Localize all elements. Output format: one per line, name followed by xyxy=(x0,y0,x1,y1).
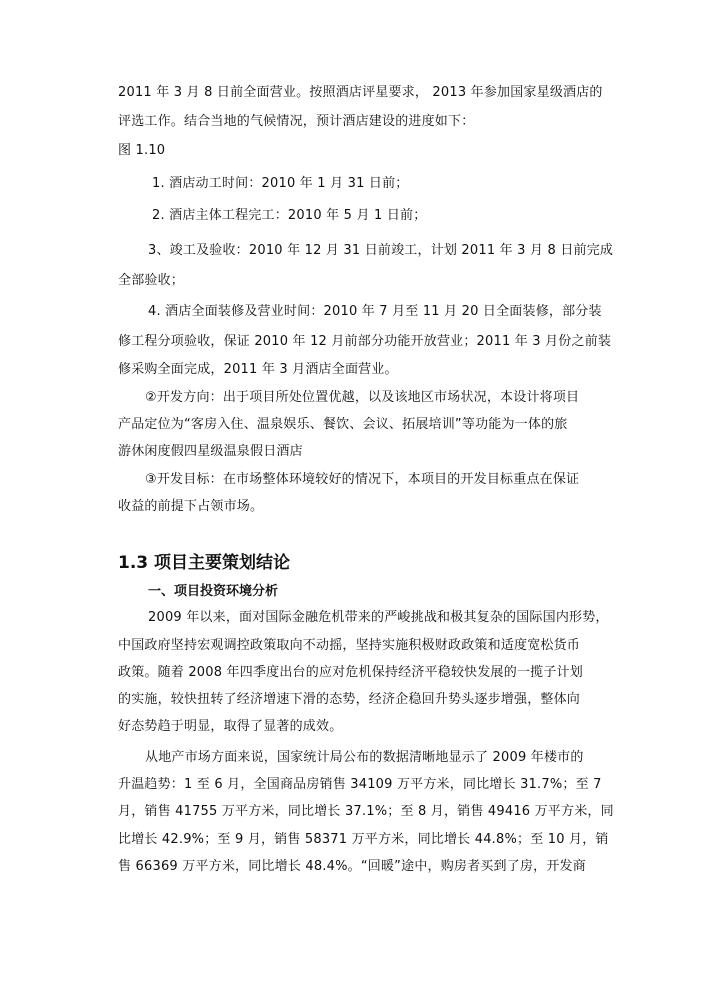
subsection-heading: 一、项目投资环境分析 xyxy=(148,584,279,599)
text-line: 比增长 42.9%；至 9 月，销售 58371 万平方米，同比增长 44.8%；至 10 月，销 xyxy=(118,832,609,847)
text-line: 的实施，较快扭转了经济增速下滑的态势，经济企稳回升势头逐步增强，整体向 xyxy=(118,692,581,707)
paragraph-start: ②开发方向：出于项目所处位置优越，以及该地区市场状况，本设计将项目 xyxy=(145,390,580,405)
text-line: 好态势趋于明显，取得了显著的成效。 xyxy=(118,719,343,734)
text-line: 修采购全面完成，2011 年 3 月酒店全面营业。 xyxy=(118,362,398,377)
paragraph-start: ③开发目标：在市场整体环境较好的情况下，本项目的开发目标重点在保证 xyxy=(145,472,580,487)
text-line: 评选工作。结合当地的气候情况，预计酒店建设的进度如下： xyxy=(118,114,475,129)
text-line: 月，销售 41755 万平方米，同比增长 37.1%；至 8 月，销售 49416 万平方米，同 xyxy=(118,804,614,819)
text-line: 全部验收； xyxy=(118,273,185,288)
text-line: 收益的前提下占领市场。 xyxy=(118,499,264,514)
text-line: 产品定位为“客房入住、温泉娱乐、餐饮、会议、拓展培训”等功能为一体的旅 xyxy=(118,417,568,432)
text-line: 升温趋势：1 至 6 月，全国商品房销售 34109 万平方米，同比增长 31.7%；至 7 xyxy=(118,777,602,792)
text-line: 游休闲度假四星级温泉假日酒店 xyxy=(118,444,303,459)
list-item: 3、竣工及验收：2010 年 12 月 31 日前竣工，计划 2011 年 3 月 8 日前完成 xyxy=(148,243,614,258)
list-item: 1. 酒店动工时间：2010 年 1 月 31 日前； xyxy=(152,176,409,191)
list-item: 2. 酒店主体工程完工：2010 年 5 月 1 日前； xyxy=(152,208,427,223)
text-line: 2011 年 3 月 8 日前全面营业。按照酒店评星要求， 2013 年参加国家星级酒店的 xyxy=(118,85,603,100)
text-line: 修工程分项验收，保证 2010 年 12 月前部分功能开放营业；2011 年 3 月份之前装 xyxy=(118,334,612,349)
figure-reference: 图 1.10 xyxy=(118,143,166,158)
list-item: 4. 酒店全面装修及营业时间：2010 年 7 月至 11 月 20 日全面装修，部分装 xyxy=(148,304,602,319)
text-line: 中国政府坚持宏观调控政策取向不动摇，坚持实施积极财政政策和适度宽松货币 xyxy=(118,638,581,653)
paragraph-start: 从地产市场方面来说，国家统计局公布的数据清晰地显示了 2009 年楼市的 xyxy=(145,750,584,765)
text-line: 政策。随着 2008 年四季度出台的应对危机保持经济平稳较快发展的一揽子计划 xyxy=(118,665,583,680)
paragraph-start: 2009 年以来，面对国际金融危机带来的严峻挑战和极其复杂的国际国内形势， xyxy=(148,610,609,625)
text-line: 售 66369 万平方米，同比增长 48.4%。“回暖”途中，购房者买到了房，开发商 xyxy=(118,859,586,874)
section-heading: 1.3 项目主要策划结论 xyxy=(118,553,291,573)
